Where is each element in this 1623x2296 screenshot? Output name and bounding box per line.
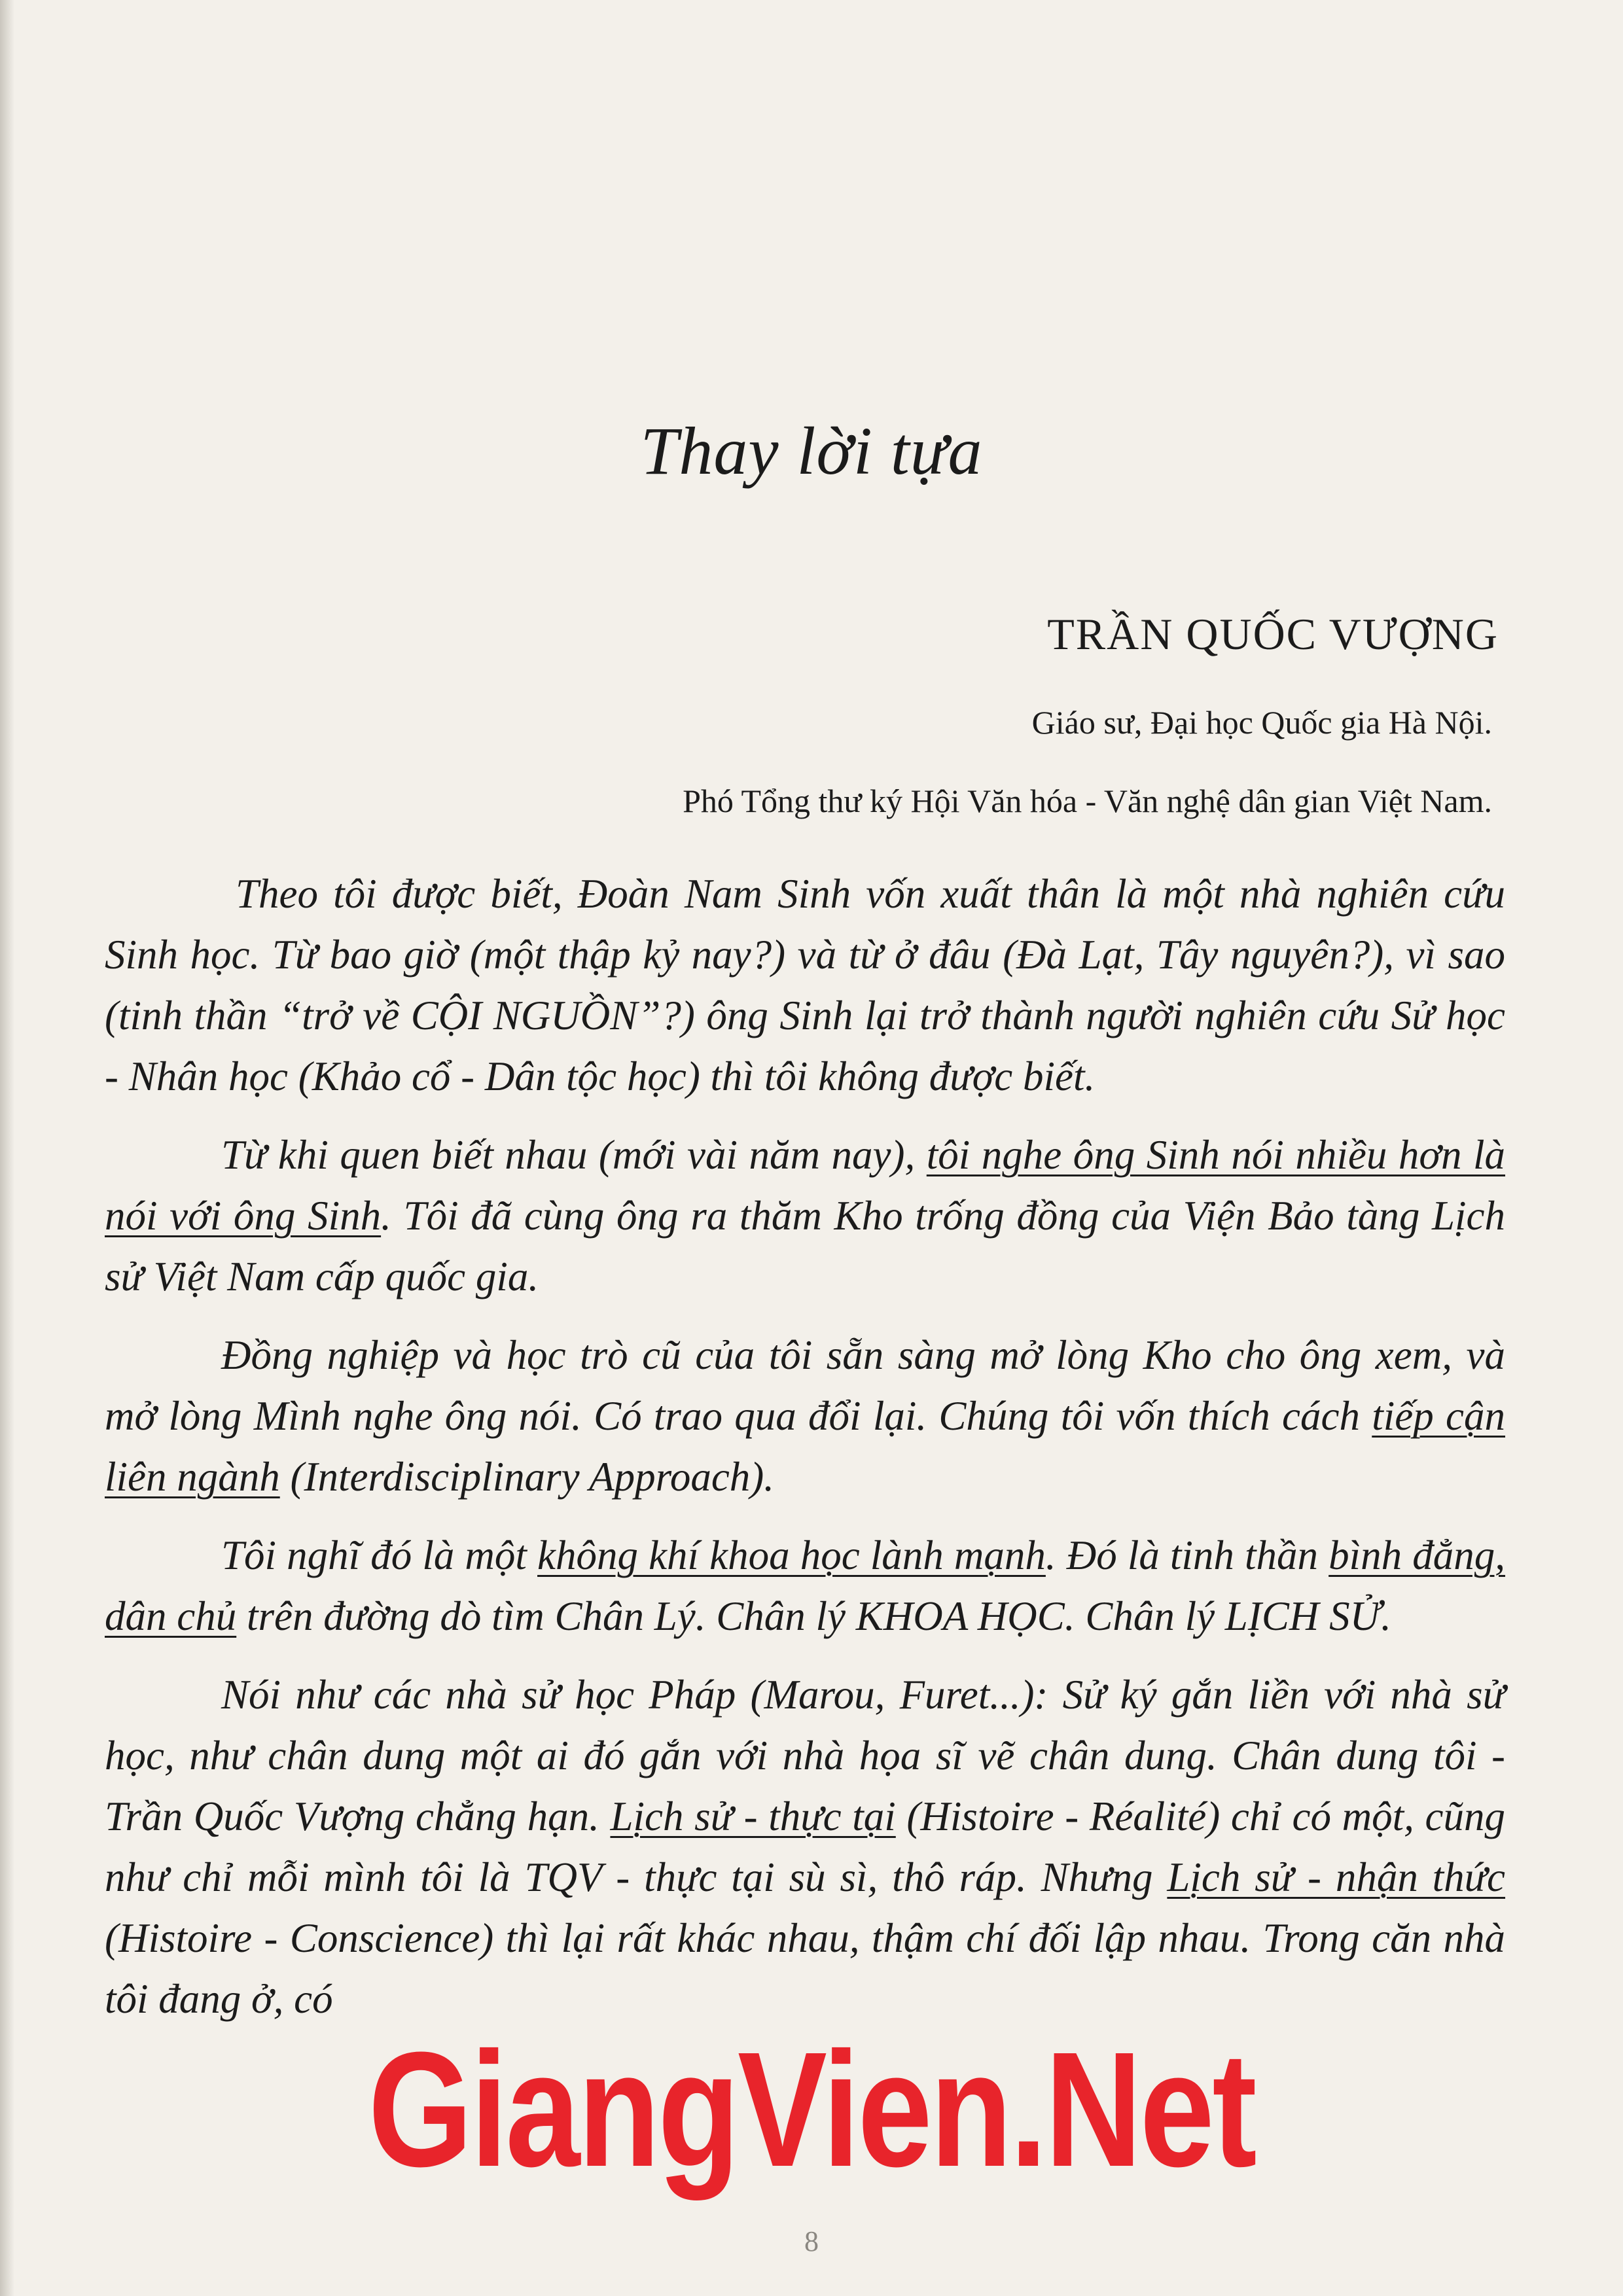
paragraph-3 <box>105 1325 1505 1508</box>
paragraph-4-text-1: Tôi nghĩ đó là một <box>221 1532 538 1578</box>
paragraph-5-underlined-1: Lịch sử - thực tại <box>610 1793 896 1839</box>
paragraph-5-text-2: (Histoire - Réalité) chỉ có một, cũng như chỉ mỗi mình tôi là TQV - thực tại sù sì, thô ráp. Nhưng <box>105 1793 1505 1900</box>
author-name: TRẦN QUỐC VƯỢNG <box>1047 609 1499 659</box>
paragraph-5-underlined-2: Lịch sử - nhận thức <box>1167 1854 1506 1900</box>
author-affiliation-1: Giáo sư, Đại học Quốc gia Hà Nội. <box>1031 704 1492 741</box>
page-edge-shadow <box>0 0 14 2296</box>
paragraph-2-underlined-1: tôi nghe ông Sinh nói nhiều hơn là nói với ông Sinh <box>105 1132 1505 1239</box>
paragraph-1: Theo tôi được biết, Đoàn Nam Sinh vốn xuất thân là một nhà nghiên cứu Sinh học. Từ bao giờ (một thập kỷ nay?) và từ ở đâu (Đà Lạt, Tây nguyên?), vì sao (tinh thần “trở về CỘI NGUỒN”?) ông Sinh lại trở thành người nghiên cứu Sử học - Nhân học (Khảo cổ - Dân tộc học) thì tôi không được biết. <box>105 871 1505 1099</box>
paragraph-4-text-3: trên đường dò tìm Chân Lý. Chân lý KHOA HỌC. Chân lý LỊCH SỬ. <box>236 1593 1391 1639</box>
page-number: 8 <box>804 2225 819 2257</box>
paragraph-4-underlined-2: bình đẳng, dân chủ <box>105 1532 1505 1639</box>
preface-body <box>105 864 1505 2047</box>
paragraph-5 <box>105 1665 1505 2030</box>
author-affiliation-2: Phó Tổng thư ký Hội Văn hóa - Văn nghệ dân gian Việt Nam. <box>683 783 1492 819</box>
paragraph-4-underlined-1: không khí khoa học lành mạnh <box>537 1532 1046 1578</box>
paragraph-4 <box>105 1525 1505 1647</box>
paragraph-2-text-2: . Tôi đã cùng ông ra thăm Kho trống đồng của Viện Bảo tàng Lịch sử Việt Nam cấp quốc gia. <box>105 1193 1505 1299</box>
watermark-logo: GiangVien.Net <box>368 2018 1255 2200</box>
paragraph-3-text-1: Đồng nghiệp và học trò cũ của tôi sẵn sàng mở lòng Kho cho ông xem, và mở lòng Mình nghe ông nói. Có trao qua đổi lại. Chúng tôi vốn thích cách <box>105 1332 1505 1439</box>
paragraph-4-text-2: . Đó là tinh thần <box>1045 1532 1329 1578</box>
paragraph-2 <box>105 1125 1505 1307</box>
paragraph-3-text-2: (Interdisciplinary Approach). <box>279 1454 775 1500</box>
paragraph-5-text-3: (Histoire - Conscience) thì lại rất khác nhau, thậm chí đối lập nhau. Trong căn nhà tôi đang ở, có <box>105 1915 1505 2022</box>
page-title: Thay lời tựa <box>640 414 983 489</box>
paragraph-3-underlined-1: tiếp cận liên ngành <box>105 1393 1505 1500</box>
paragraph-5-text-1: Nói như các nhà sử học Pháp (Marou, Furet...): Sử ký gắn liền với nhà sử học, như chân dung một ai đó gắn với nhà họa sĩ vẽ chân dung. Chân dung tôi - Trần Quốc Vượng chẳng hạn. <box>105 1672 1505 1839</box>
paragraph-2-text-1: Từ khi quen biết nhau (mới vài năm nay), <box>221 1132 927 1178</box>
